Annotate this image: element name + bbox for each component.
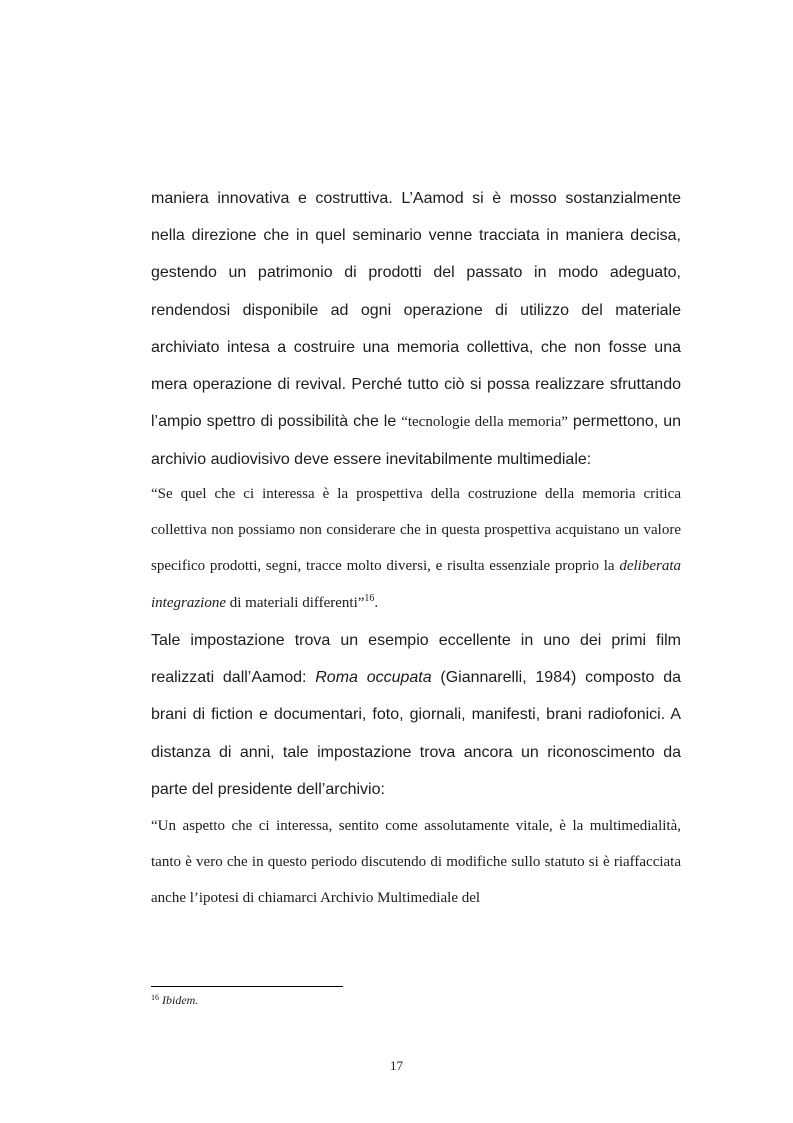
paragraph-text: Tale impostazione trova un esempio eccellente in uno dei primi film realizzati dall’Aamod: [151,632,681,687]
body-paragraph [151,180,681,479]
paragraph-text: (Giannarelli, 1984) composto da brani di fiction e documentari, foto, giornali, manifesti, brani radiofonici. A distanza di anni, tale impostazione trova ancora un riconoscimento da parte del presidente dell’archivio: [151,669,681,798]
paragraph-text: maniera innovativa e costruttiva. L’Aamod si è mosso sostanzialmente nella direzione che in quel seminario venne tracciata in maniera decisa, gestendo un patrimonio di prodotti del passato in modo adeguato, rendendosi disponibile ad ogni operazione di utilizzo del materiale archiviato intesa a costruire una memoria collettiva, che non fosse una mera operazione di revival. Perché tutto ciò si possa realizzare sfruttando l’ampio spettro di possibilità che le [151,190,681,431]
footnote-text: Ibidem. [162,993,199,1007]
footnote-number: 16 [151,993,159,1002]
quote-text: . [374,594,379,611]
block-quote [151,476,681,621]
footnote [151,993,198,1008]
quote-text: “Se quel che ci interessa è la prospettiva della costruzione della memoria critica collettiva non possiamo non considerare che in questa prospettiva acquistano un valore specifico prodotti, segni, tracce molto diversi, e risulta essenziale proprio la [151,486,681,575]
footnote-reference[interactable]: 16 [364,592,375,604]
block-quote [151,808,681,917]
footnote-divider [151,986,343,987]
page-number: 17 [390,1058,403,1073]
paragraph-text: permettono, un archivio audiovisivo deve essere inevitabilmente multimediale: [151,413,681,469]
film-title: Roma occupata [315,669,432,687]
body-paragraph [151,622,681,808]
quote-text: “Un aspetto che ci interessa, sentito come assolutamente vitale, è la multimedialità, tanto è vero che in questo periodo discutendo di modifiche sullo statuto si è riaffacciata anche l’ipotesi di chiamarci Archivio Multimediale del [151,818,681,907]
quote-text: di materiali differenti” [226,594,365,611]
quoted-term: “tecnologie della memoria” [401,414,568,431]
quote-emphasis: deliberata integrazione [151,558,681,611]
